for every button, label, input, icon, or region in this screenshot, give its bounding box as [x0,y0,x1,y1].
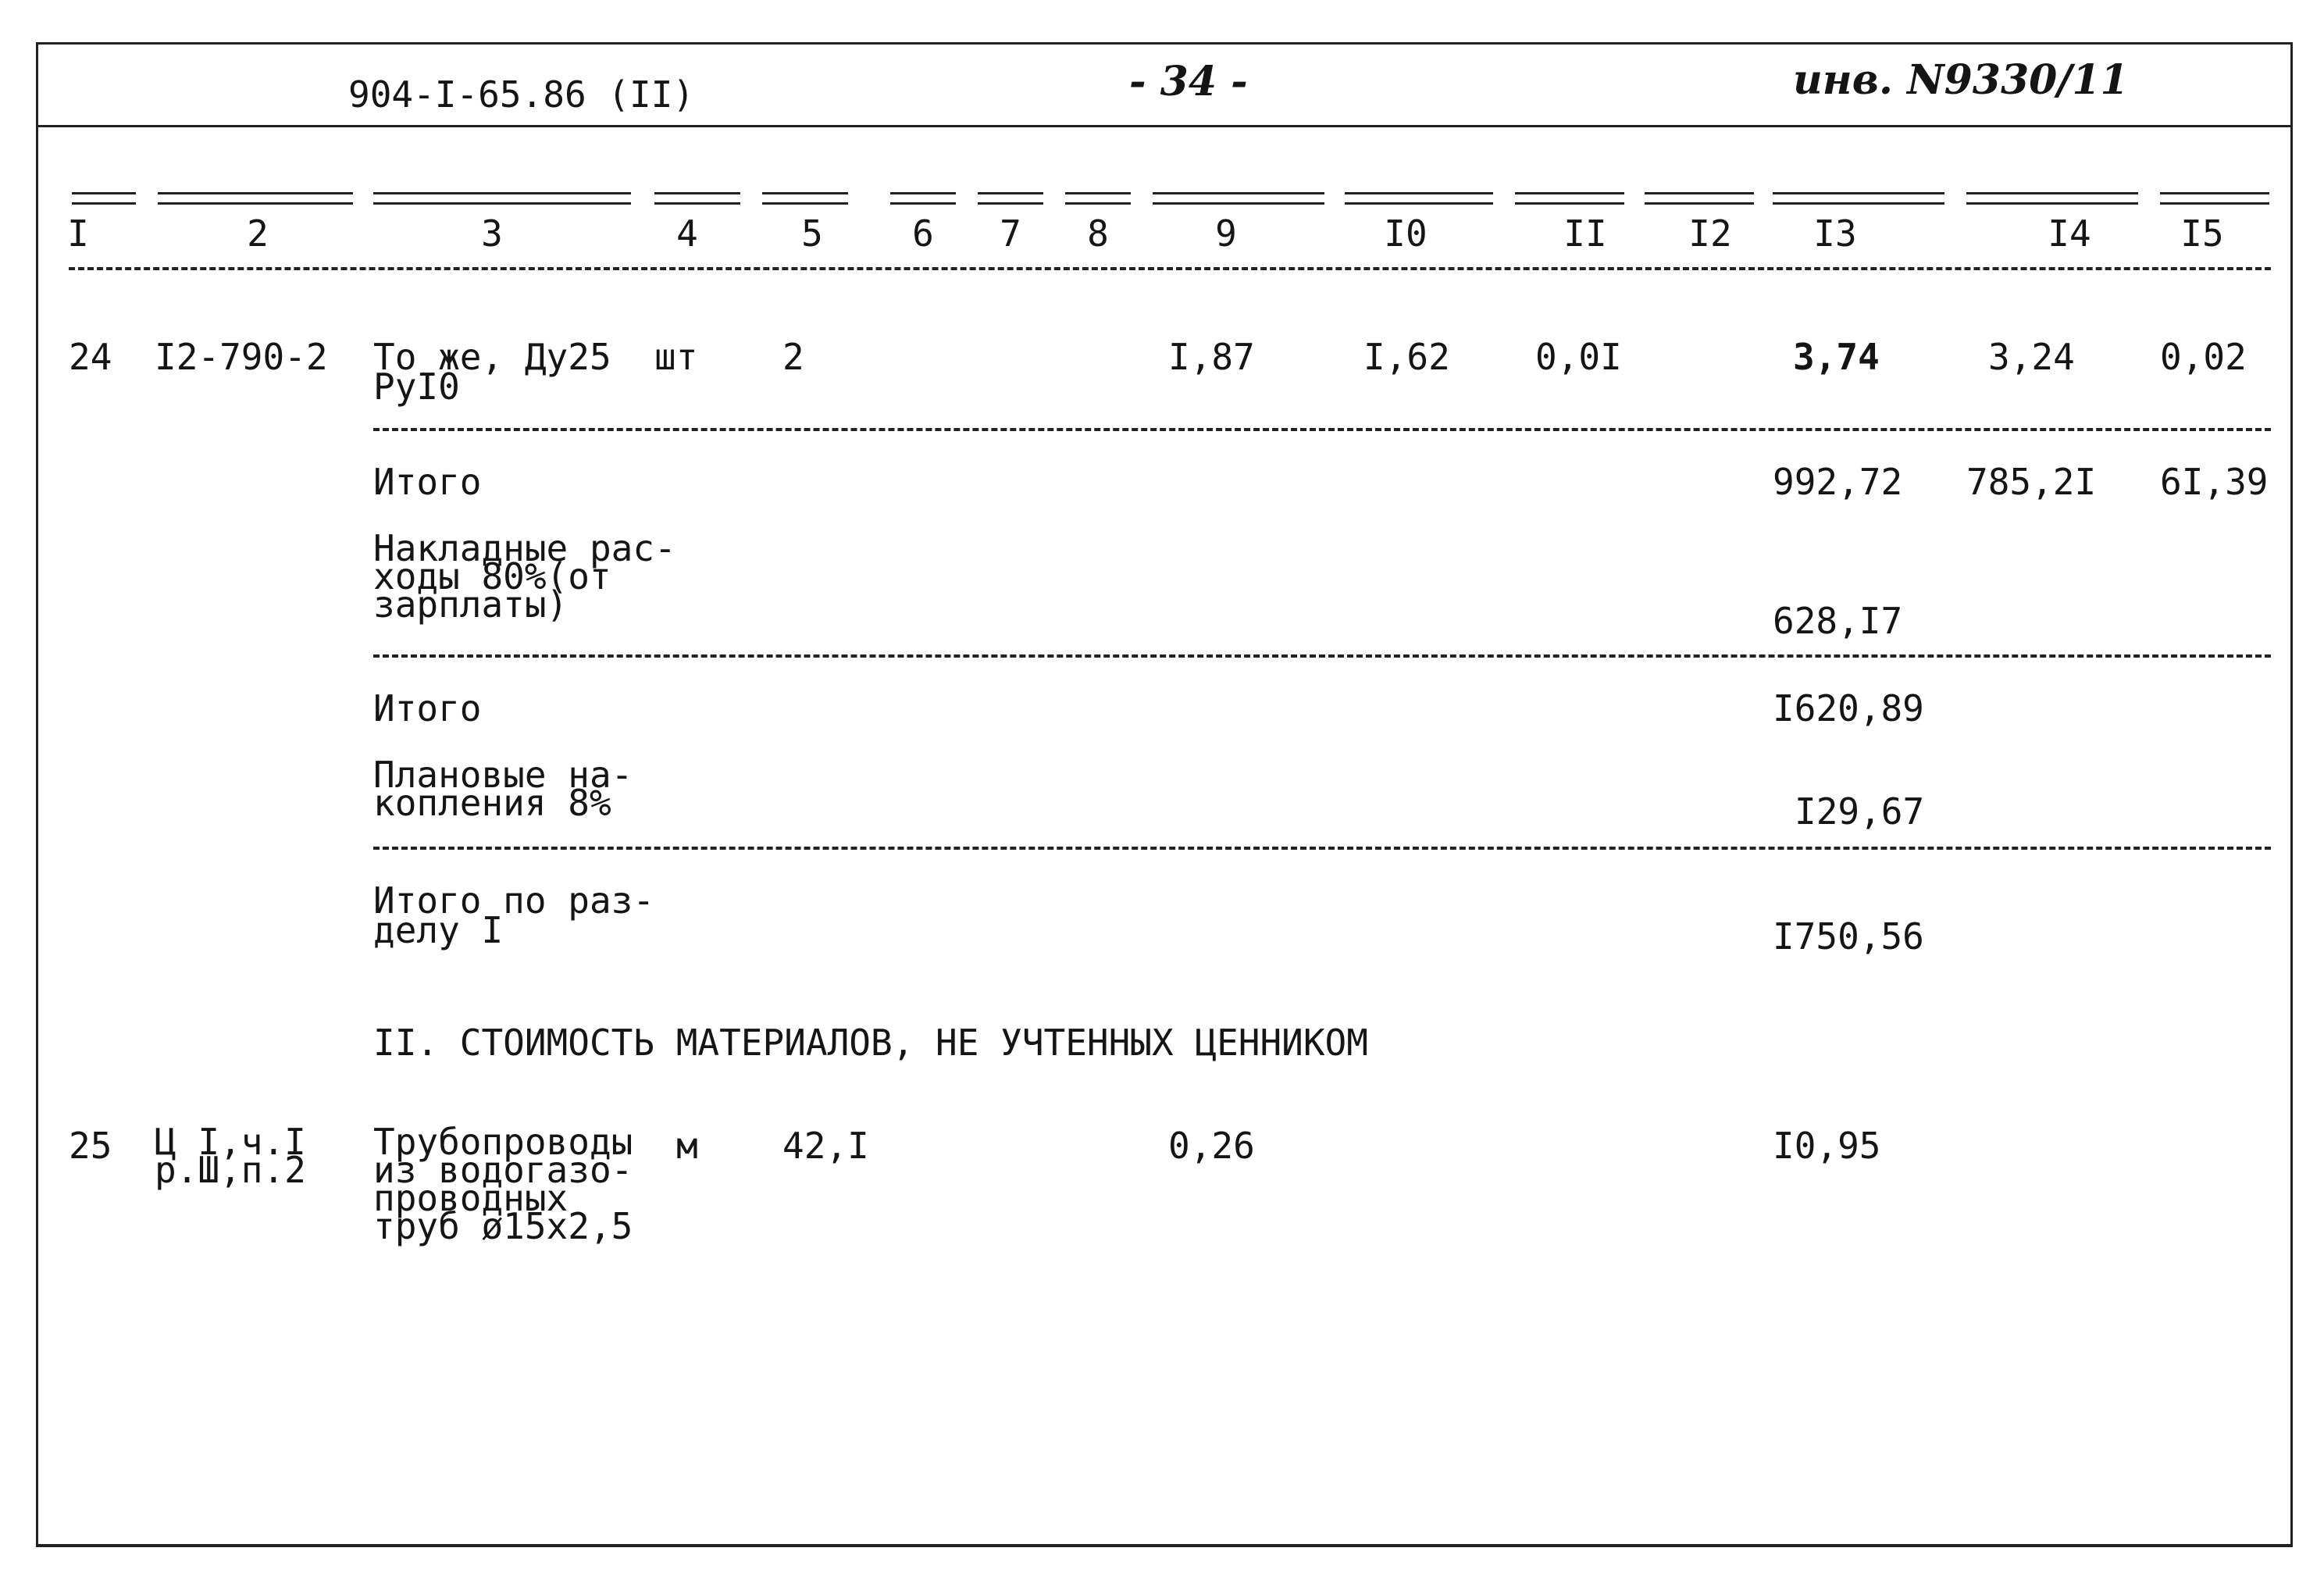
col-header-2: 2 [247,212,269,255]
planned-col13: I29,67 [1795,790,1925,833]
col-header-5: 5 [801,212,823,255]
col-header-14: I4 [2048,212,2091,255]
header-line-7 [978,192,1043,205]
itogo1-col15: 6I,39 [2160,461,2269,503]
overhead-col13: 628,I7 [1773,600,1903,642]
col-header-13: I3 [1813,212,1857,255]
itogo1-col14: 785,2I [1966,461,2097,503]
header-line-5 [762,192,848,205]
header-bottom-rule [69,267,2271,270]
col-header-1: I [67,212,89,255]
planned-label: Плановые на- копления 8% [373,754,633,824]
col-header-7: 7 [1000,212,1021,255]
header-divider [36,125,2290,127]
col-header-6: 6 [912,212,934,255]
row24-unit: шт [654,336,698,378]
row24-col11: 0,0I [1535,336,1622,378]
row25-code: Ц I,ч.I р.Ш,п.2 [155,1121,306,1191]
header-line-14 [1966,192,2138,205]
overhead-bottom-rule [373,654,2271,658]
row25-unit: м [676,1125,698,1167]
header-line-15 [2160,192,2269,205]
row25-name: Трубопроводы из водогазо- проводных труб ø15х2,5 [373,1121,633,1247]
header-line-12 [1645,192,1754,205]
doc-code: 904-I-65.86 (II) [348,73,695,116]
section-total-label: Итого по раз- делу I [373,879,655,951]
itogo1-label: Итого [373,461,482,503]
row24-col13: 3,74 [1793,336,1880,378]
header-line-1 [72,192,136,205]
header-line-2 [158,192,353,205]
row24-code: I2-790-2 [155,336,328,378]
page-number: - 34 - [1129,58,1248,105]
inventory-number: инв. N9330/11 [1793,56,2129,104]
overhead-label: Накладные рас- ходы 80%(от зарплаты) [373,527,676,626]
row24-qty: 2 [782,336,804,378]
header-line-6 [890,192,956,205]
col-header-4: 4 [676,212,698,255]
header-line-3 [373,192,631,205]
col-header-12: I2 [1688,212,1732,255]
row24-name: То же, Ду25 РуI0 [373,336,611,408]
row24-col14: 3,24 [1988,336,2075,378]
itogo2-col13: I620,89 [1773,687,1924,729]
header-line-9 [1153,192,1324,205]
row25-qty: 42,I [782,1125,869,1167]
row24-num: 24 [69,336,112,378]
col-header-3: 3 [481,212,503,255]
section-total-col13: I750,56 [1773,915,1924,958]
row24-col9: I,87 [1168,336,1255,378]
header-line-4 [654,192,740,205]
col-header-8: 8 [1087,212,1109,255]
header-line-8 [1065,192,1131,205]
row25-col9: 0,26 [1168,1125,1255,1167]
header-line-13 [1773,192,1944,205]
header-line-10 [1345,192,1493,205]
col-header-10: I0 [1384,212,1428,255]
row24-col15: 0,02 [2160,336,2247,378]
row24-col10: I,62 [1363,336,1450,378]
row25-col13: I0,95 [1773,1125,1881,1167]
col-header-9: 9 [1215,212,1237,255]
row25-num: 25 [69,1125,112,1167]
itogo1-col13: 992,72 [1773,461,1903,503]
header-line-11 [1515,192,1624,205]
row24-bottom-rule [373,428,2271,431]
section2-title: II. СТОИМОСТЬ МАТЕРИАЛОВ, НЕ УЧТЕННЫХ ЦЕННИКОМ [373,1022,1368,1064]
col-header-11: II [1563,212,1607,255]
itogo2-label: Итого [373,687,482,729]
col-header-15: I5 [2180,212,2224,255]
planned-bottom-rule [373,847,2271,850]
